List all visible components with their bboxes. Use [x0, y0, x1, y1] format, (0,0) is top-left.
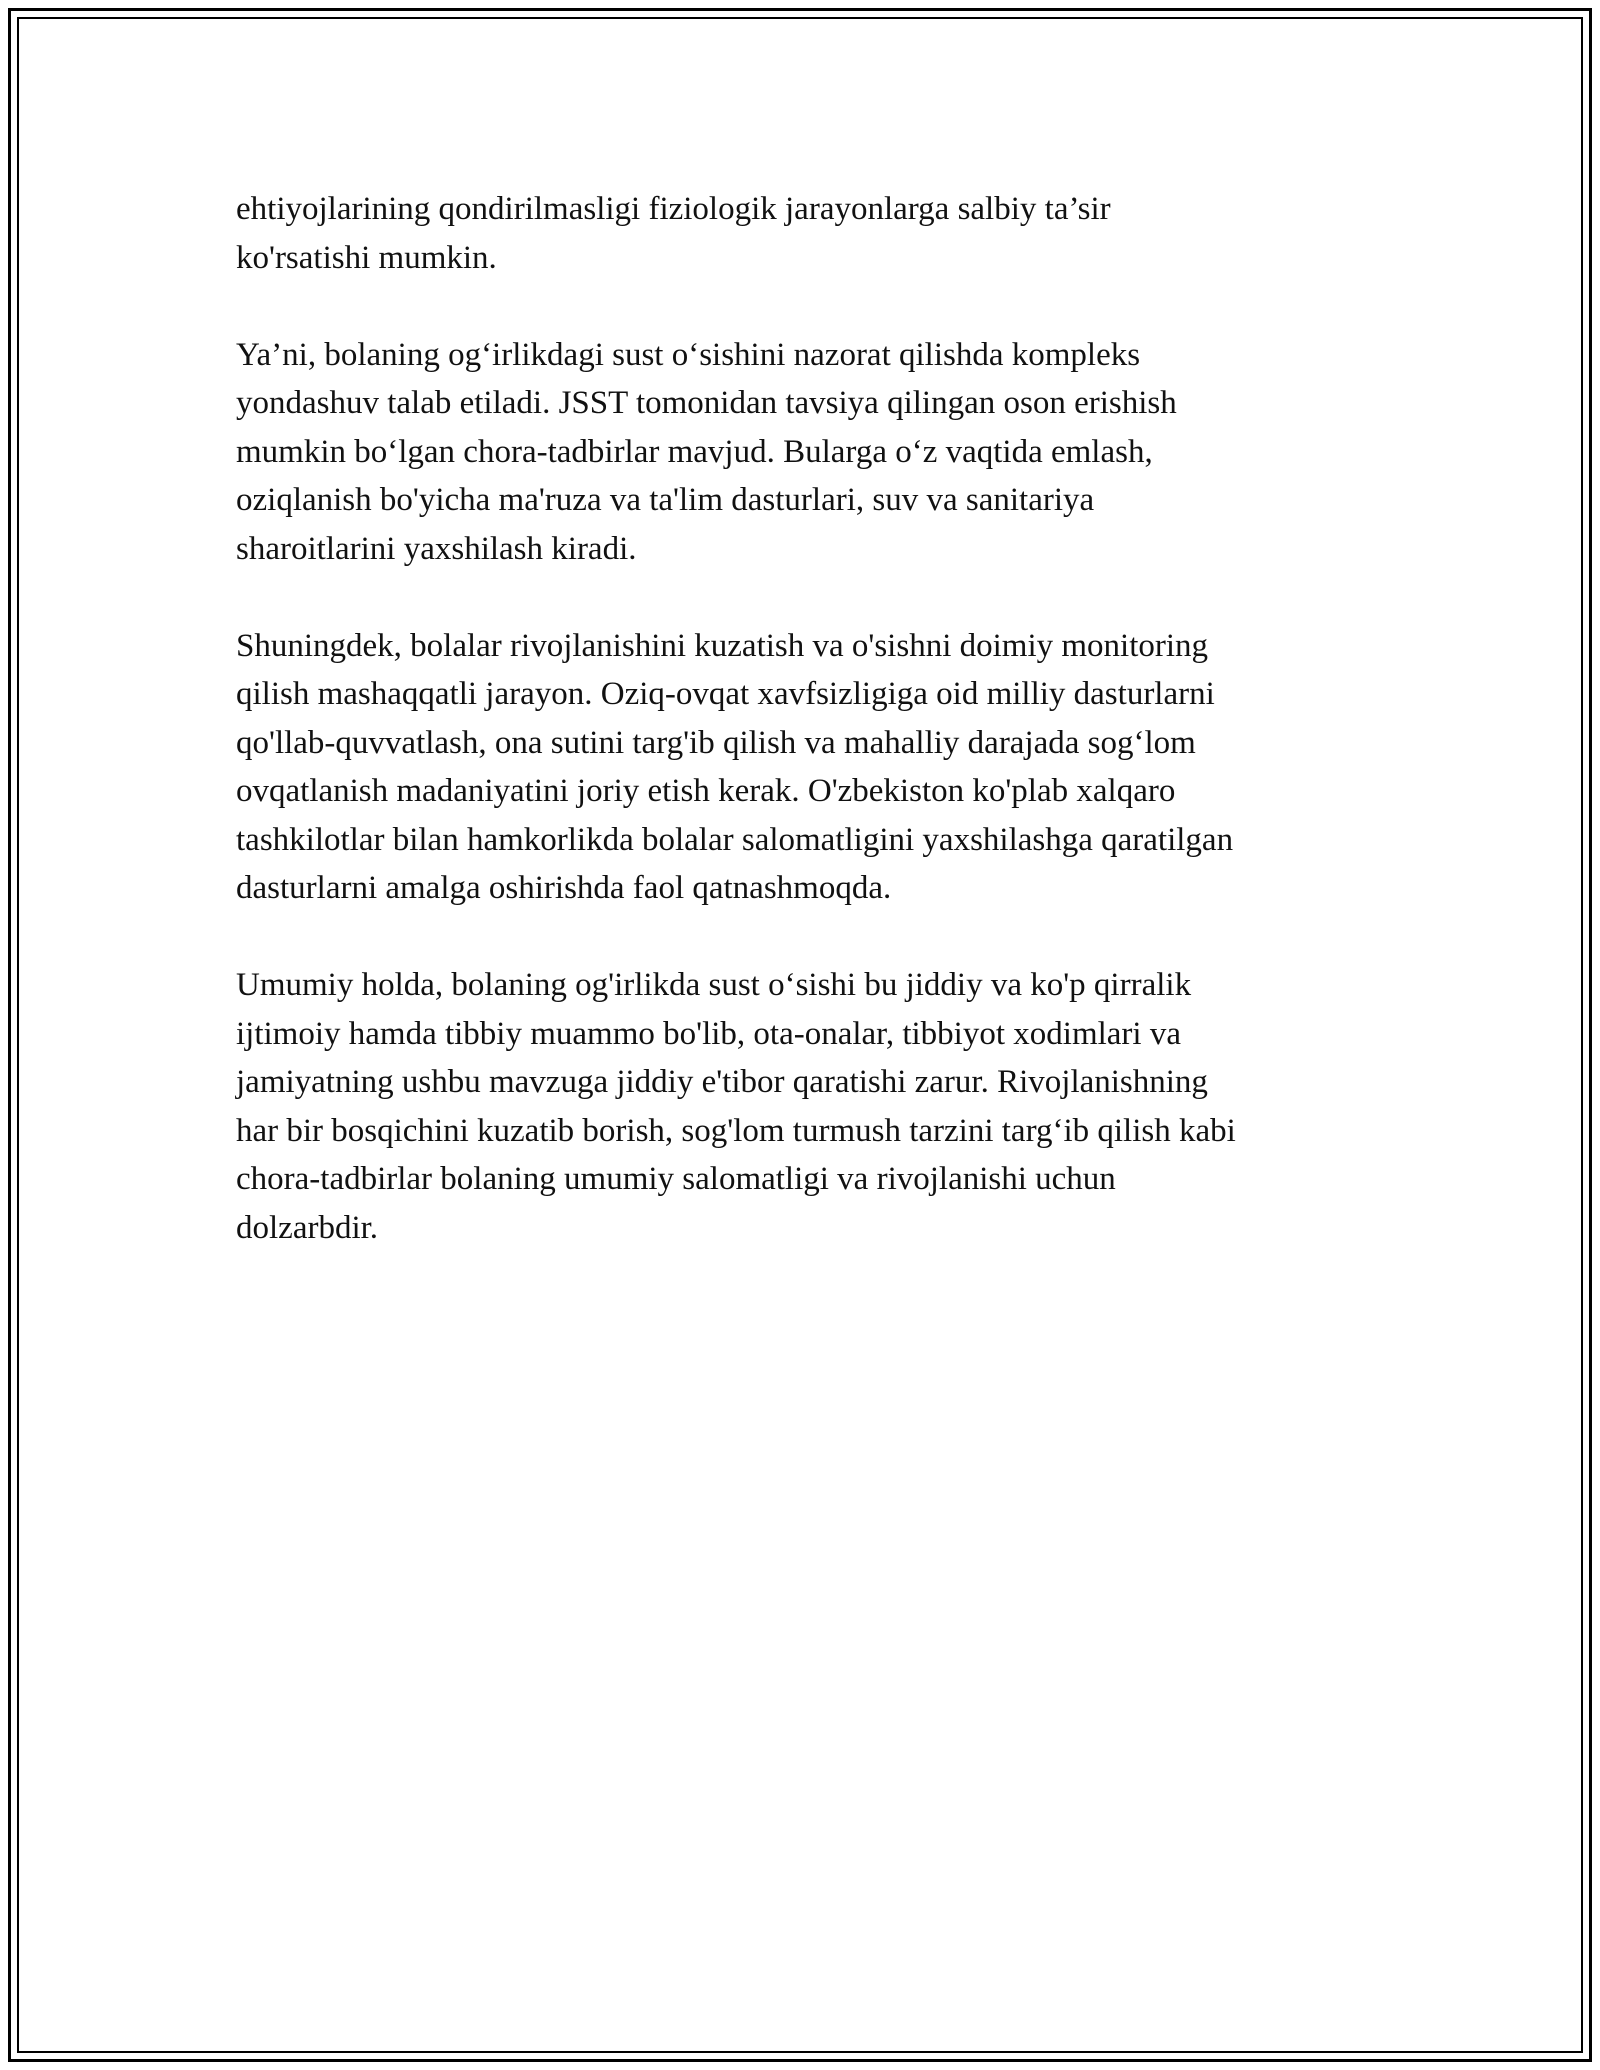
paragraph-1	[236, 185, 1366, 282]
paragraph-2	[236, 331, 1366, 574]
text-line: oziqlanish bo'yicha ma'ruza va ta'lim dasturlari, suv va sanitariya	[236, 482, 1095, 518]
text-line: dasturlarni amalga oshirishda faol qatnashmoqda.	[236, 870, 892, 906]
text-line: qo'llab-quvvatlash, ona sutini targ'ib qilish va mahalliy darajada sog‘lom	[236, 724, 1196, 761]
text-line: chora-tadbirlar bolaning umumiy salomatligi va rivojlanishi uchun	[236, 1161, 1116, 1197]
text-line: qilish mashaqqatli jarayon. Oziq-ovqat xavfsizligiga oid milliy dasturlarni	[236, 676, 1215, 712]
text-line: har bir bosqichini kuzatib borish, sog'lom turmush tarzini targ‘ib qilish kabi	[236, 1112, 1236, 1149]
text-line: ko'rsatishi mumkin.	[236, 239, 497, 276]
document-body	[236, 185, 1366, 1301]
text-line: yondashuv talab etiladi. JSST tomonidan tavsiya qilingan oson erishish	[236, 385, 1177, 421]
text-line: dolzarbdir.	[236, 1209, 379, 1246]
text-line: tashkilotlar bilan hamkorlikda bolalar salomatligini yaxshilashga qaratilgan	[236, 821, 1234, 858]
paragraph-3	[236, 622, 1366, 913]
paragraph-4	[236, 961, 1366, 1252]
text-line: Ya’ni, bolaning og‘irlikdagi sust o‘sishini nazorat qilishda kompleks	[236, 336, 1141, 373]
text-line: jamiyatning ushbu mavzuga jiddiy e'tibor qaratishi zarur. Rivojlanishning	[236, 1064, 1208, 1100]
text-line: ijtimoiy hamda tibbiy muammo bo'lib, ota-onalar, tibbiyot xodimlari va	[236, 1015, 1181, 1052]
text-line: Umumiy holda, bolaning og'irlikda sust o‘sishi bu jiddiy va ko'p qirralik	[236, 967, 1192, 1003]
text-line: ovqatlanish madaniyatini joriy etish kerak. O'zbekiston ko'plab xalqaro	[236, 773, 1176, 809]
text-line: Shuningdek, bolalar rivojlanishini kuzatish va o'sishni doimiy monitoring	[236, 627, 1209, 664]
text-line: ehtiyojlarining qondirilmasligi fiziologik jarayonlarga salbiy ta’sir	[236, 191, 1111, 227]
text-line: mumkin bo‘lgan chora-tadbirlar mavjud. Bularga o‘z vaqtida emlash,	[236, 433, 1153, 470]
text-line: sharoitlarini yaxshilash kiradi.	[236, 530, 637, 567]
